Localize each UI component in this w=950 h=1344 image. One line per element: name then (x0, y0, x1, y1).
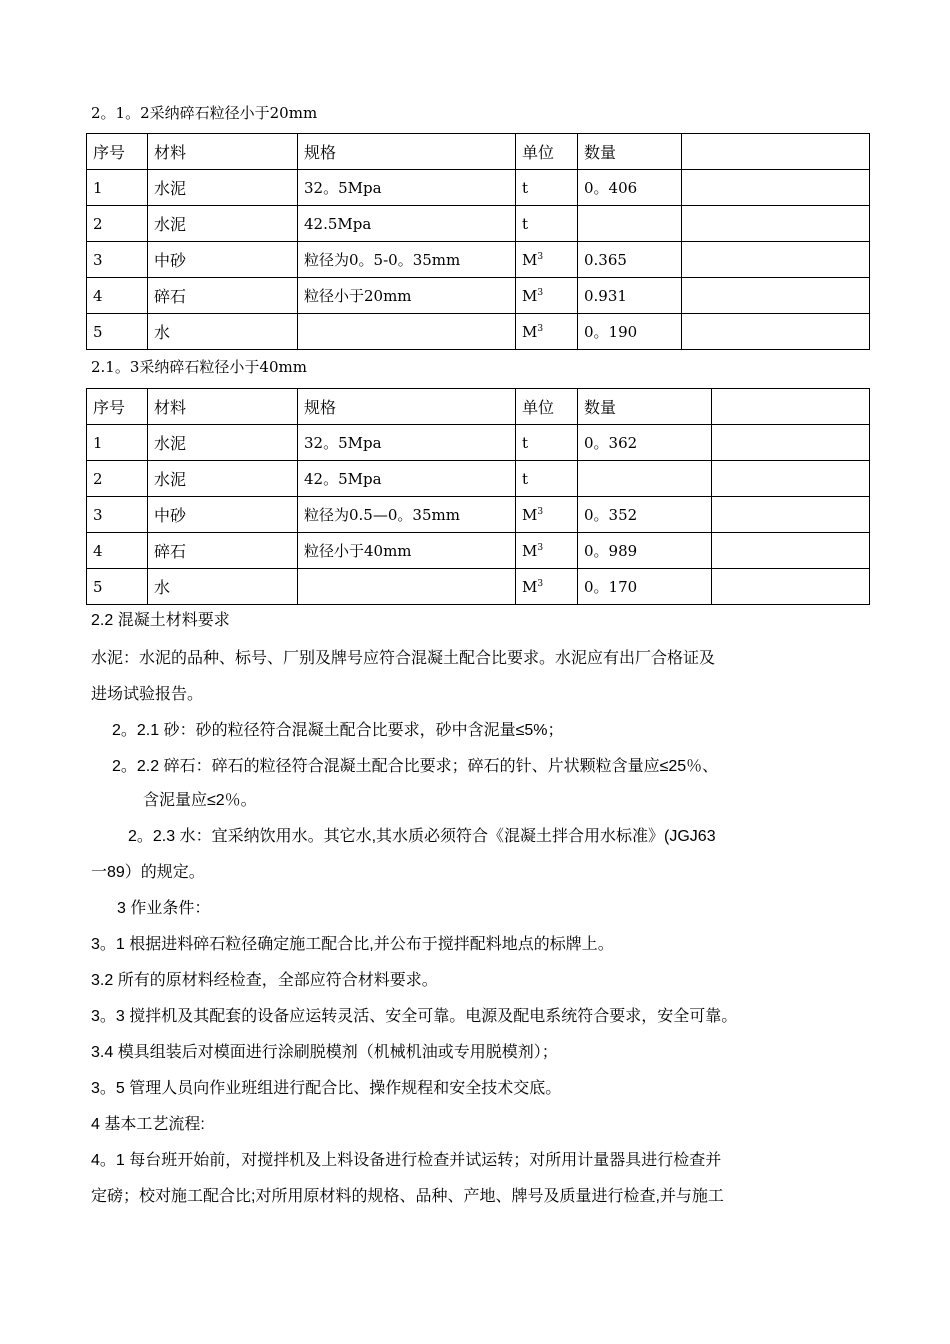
paragraph-4-1-line-2: 定磅；校对施工配合比;对所用原材料的规格、品种、产地、牌号及质量进行检查,并与施工 (91, 1188, 724, 1205)
cell-unit (516, 314, 578, 350)
cell-no: 2 (87, 206, 148, 242)
cell-unit (516, 497, 578, 533)
unit-superscript: 3 (537, 578, 544, 589)
cell-material: 水 (148, 314, 298, 350)
cell-qty: 0。352 (578, 497, 712, 533)
cell-qty: 0。190 (578, 314, 682, 350)
table-row (87, 314, 870, 350)
cell-no: 3 (87, 242, 148, 278)
header-no: 序号 (87, 134, 148, 170)
unit-text: M (522, 286, 538, 305)
cell-unit (516, 170, 578, 206)
cell-material: 碎石 (148, 533, 298, 569)
cell-spec: 粒径小于20mm (298, 278, 516, 314)
cell-spec: 42。5Mpa (298, 461, 516, 497)
paragraph-3-1: 3。1 根据进料碎石粒径确定施工配合比,并公布于搅拌配料地点的标牌上。 (91, 936, 614, 953)
cell-no: 5 (87, 314, 148, 350)
cell-no: 3 (87, 497, 148, 533)
cell-no: 5 (87, 569, 148, 605)
cell-no: 4 (87, 533, 148, 569)
cell-blank (712, 461, 870, 497)
materials-table-20mm (86, 133, 870, 350)
table-row (87, 170, 870, 206)
cell-material: 中砂 (148, 242, 298, 278)
unit-text: t (522, 214, 529, 233)
header-qty: 数量 (578, 389, 712, 425)
header-no: 序号 (87, 389, 148, 425)
paragraph-water-line-2: 一89）的规定。 (91, 864, 205, 881)
paragraph-3-3: 3。3 搅拌机及其配套的设备应运转灵活、安全可靠。电源及配电系统符合要求，安全可靠。 (91, 1008, 738, 1025)
cell-qty: 0.931 (578, 278, 682, 314)
unit-text: M (522, 505, 538, 524)
cell-unit (516, 461, 578, 497)
cell-spec (298, 314, 516, 350)
section-caption-2-1-3: 2.1。3采纳碎石粒径小于40mm (91, 358, 307, 376)
unit-text: M (522, 322, 538, 341)
table-row (87, 278, 870, 314)
cell-qty: 0。170 (578, 569, 712, 605)
paragraph-3-5: 3。5 管理人员向作业班组进行配合比、操作规程和安全技术交底。 (91, 1080, 562, 1097)
cell-spec: 粒径为0.5—0。35mm (298, 497, 516, 533)
paragraph-3-2: 3.2 所有的原材料经检查，全部应符合材料要求。 (91, 972, 438, 989)
cell-spec: 32。5Mpa (298, 425, 516, 461)
paragraph-sand: 2。2.1 砂：砂的粒径符合混凝土配合比要求，砂中含泥量≤5%； (112, 722, 564, 739)
table-row (87, 497, 870, 533)
paragraph-cement-line-2: 进场试验报告。 (91, 686, 204, 703)
section-heading-3: 3 作业条件： (117, 900, 211, 917)
table-row (87, 425, 870, 461)
section-heading-2-2: 2.2 混凝土材料要求 (91, 612, 230, 629)
table-header-row (87, 389, 870, 425)
cell-unit (516, 533, 578, 569)
paragraph-4-1-line-1: 4。1 每台班开始前，对搅拌机及上料设备进行检查并试运转；对所用计量器具进行检查并 (91, 1152, 722, 1169)
unit-text: M (522, 541, 538, 560)
header-material: 材料 (148, 134, 298, 170)
section-heading-4: 4 基本工艺流程: (91, 1116, 205, 1133)
table-row (87, 206, 870, 242)
unit-text: M (522, 250, 538, 269)
header-material: 材料 (148, 389, 298, 425)
unit-text: M (522, 577, 538, 596)
cell-spec: 42.5Mpa (298, 206, 516, 242)
table-row (87, 242, 870, 278)
paragraph-water-line-1: 2。2.3 水：宜采纳饮用水。其它水,其水质必须符合《混凝土拌合用水标准》(JGJ63 (128, 828, 716, 845)
unit-text: t (522, 469, 529, 488)
cell-blank (682, 314, 870, 350)
paragraph-gravel-line-1: 2。2.2 碎石：碎石的粒径符合混凝土配合比要求；碎石的针、片状颗粒含量应≤25％、 (112, 758, 719, 775)
cell-blank (712, 425, 870, 461)
cell-material: 水泥 (148, 461, 298, 497)
cell-spec: 粒径小于40mm (298, 533, 516, 569)
cell-unit (516, 278, 578, 314)
cell-no: 2 (87, 461, 148, 497)
cell-no: 1 (87, 170, 148, 206)
cell-blank (682, 242, 870, 278)
table-row (87, 533, 870, 569)
cell-material: 水泥 (148, 206, 298, 242)
cell-blank (682, 206, 870, 242)
cell-material: 水泥 (148, 425, 298, 461)
cell-blank (682, 170, 870, 206)
cell-blank (712, 533, 870, 569)
materials-table-40mm (86, 388, 870, 605)
paragraph-gravel-line-2: 含泥量应≤2％。 (143, 792, 257, 809)
table-row (87, 569, 870, 605)
cell-unit (516, 242, 578, 278)
unit-text: t (522, 178, 529, 197)
cell-material: 水 (148, 569, 298, 605)
cell-blank (682, 278, 870, 314)
cell-spec: 粒径为0。5-0。35mm (298, 242, 516, 278)
table-header-row (87, 134, 870, 170)
cell-qty: 0。989 (578, 533, 712, 569)
unit-superscript: 3 (537, 542, 544, 553)
unit-text: t (522, 433, 529, 452)
header-blank (682, 134, 870, 170)
unit-superscript: 3 (537, 323, 544, 334)
header-blank (712, 389, 870, 425)
paragraph-3-4: 3.4 模具组装后对模面进行涂刷脱模剂（机械机油或专用脱模剂）； (91, 1044, 558, 1061)
unit-superscript: 3 (537, 506, 544, 517)
cell-qty (578, 461, 712, 497)
cell-unit (516, 425, 578, 461)
cell-no: 4 (87, 278, 148, 314)
cell-material: 水泥 (148, 170, 298, 206)
cell-spec (298, 569, 516, 605)
header-spec: 规格 (298, 134, 516, 170)
cell-qty: 0.365 (578, 242, 682, 278)
cell-material: 碎石 (148, 278, 298, 314)
cell-qty: 0。362 (578, 425, 712, 461)
table-row (87, 461, 870, 497)
cell-qty (578, 206, 682, 242)
cell-no: 1 (87, 425, 148, 461)
header-unit: 单位 (516, 134, 578, 170)
header-spec: 规格 (298, 389, 516, 425)
cell-unit (516, 206, 578, 242)
cell-material: 中砂 (148, 497, 298, 533)
unit-superscript: 3 (537, 287, 544, 298)
header-unit: 单位 (516, 389, 578, 425)
header-qty: 数量 (578, 134, 682, 170)
paragraph-cement-line-1: 水泥：水泥的品种、标号、厂别及牌号应符合混凝土配合比要求。水泥应有出厂合格证及 (91, 650, 716, 667)
cell-qty: 0。406 (578, 170, 682, 206)
section-caption-2-1-2: 2。1。2采纳碎石粒径小于20mm (91, 104, 318, 122)
unit-superscript: 3 (537, 251, 544, 262)
cell-unit (516, 569, 578, 605)
cell-blank (712, 569, 870, 605)
cell-spec: 32。5Mpa (298, 170, 516, 206)
cell-blank (712, 497, 870, 533)
